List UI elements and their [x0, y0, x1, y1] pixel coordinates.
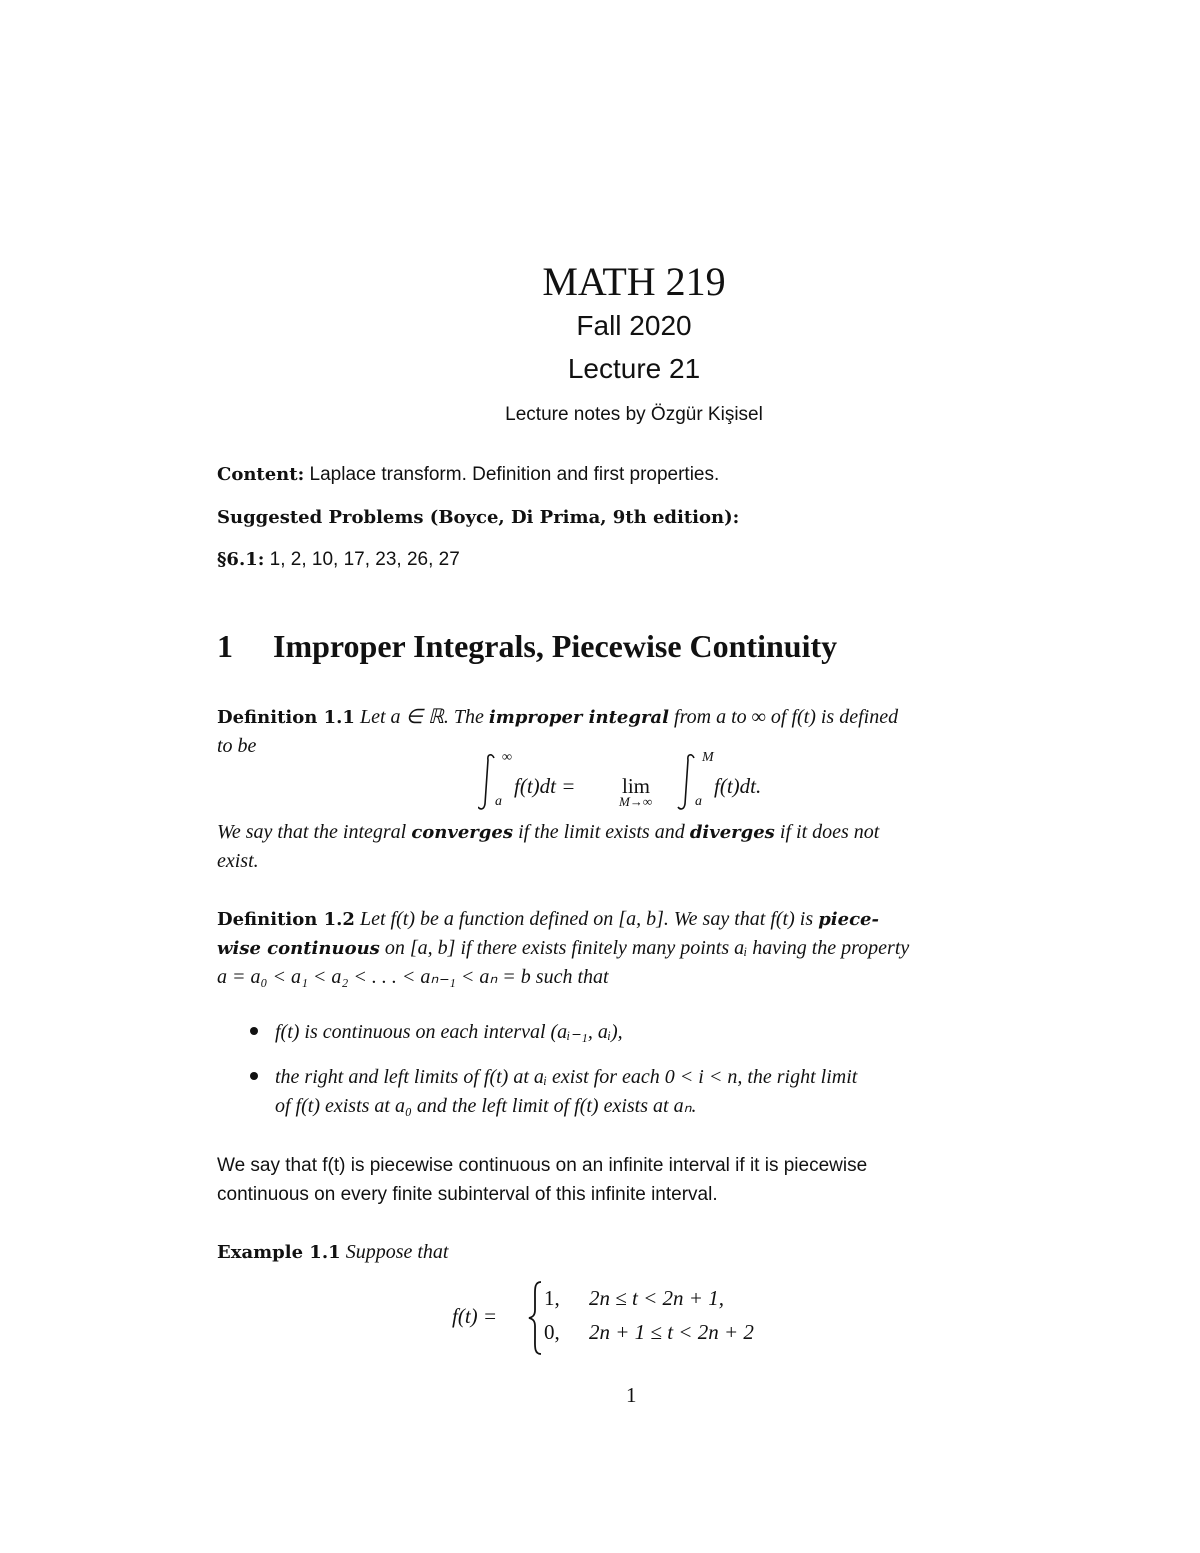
def2-text-a: Let f(t) be a function defined on [a, b]. We say that f(t) is	[360, 908, 814, 930]
bullet-1-text: f(t) is continuous on each interval (aᵢ₋₁, aᵢ),	[275, 1021, 623, 1043]
bullet-dot-1	[250, 1027, 260, 1037]
section-ref: §6.1:	[217, 549, 265, 570]
def1-after	[217, 818, 1057, 876]
case-2-value: 0,	[544, 1320, 560, 1344]
term-diverges: diverges	[689, 822, 775, 843]
def1-rhs: f(t)dt.	[714, 774, 762, 798]
case-1-value: 1,	[544, 1286, 560, 1310]
def1-lower1: a	[495, 794, 502, 809]
course-title: MATH 219	[542, 259, 726, 304]
def1-text-a: Let a ∈ ℝ. The	[360, 706, 484, 728]
def1-label: Definition 1.1	[217, 707, 355, 728]
problem-list	[217, 549, 460, 571]
def2-term-a: piece-	[818, 909, 879, 930]
def2-label: Definition 1.2	[217, 909, 355, 930]
left-brace	[528, 1280, 544, 1356]
def1-lim-sub: M→∞	[619, 794, 653, 809]
case-2-condition: 2n + 1 ≤ t < 2n + 2	[589, 1320, 754, 1344]
definition-1-2	[217, 905, 1057, 992]
def2-bullet-2	[275, 1063, 1060, 1121]
bullet-2-text-b: of f(t) exists at a₀ and the left limit of f(t) exists at aₙ.	[275, 1095, 697, 1117]
suggested-problems-heading	[217, 507, 739, 529]
def1-text-c: to be	[217, 735, 257, 757]
content-text: Laplace transform. Definition and first properties.	[309, 464, 720, 485]
def1-after-d: exist.	[217, 850, 259, 872]
def1-after-b: if the limit exists and	[518, 821, 685, 843]
page-number: 1	[626, 1383, 637, 1407]
suggested-label: Suggested Problems (Boyce, Di Prima, 9th edition):	[217, 507, 740, 528]
section-heading	[217, 628, 837, 665]
section-number: 1	[217, 628, 233, 664]
def2-bullet-1	[275, 1018, 1060, 1047]
def1-upper1: ∞	[502, 750, 512, 765]
def1-lower2: a	[695, 794, 702, 809]
def2-term-b: wise continuous	[217, 938, 380, 959]
remark-line-1: We say that f(t) is piecewise continuous on an infinite interval if it is piecewise	[217, 1155, 868, 1176]
example-label: Example 1.1	[217, 1242, 341, 1263]
bullet-2-text-a: the right and left limits of f(t) at aᵢ exist for each 0 < i < n, the right limit	[275, 1066, 858, 1088]
def1-lhs: f(t)dt =	[514, 774, 576, 798]
def1-lim: lim	[622, 774, 651, 798]
def1-term: improper integral	[488, 707, 669, 728]
remark-line-2: continuous on every finite subinterval of this infinite interval.	[217, 1184, 718, 1205]
def2-text-b: on [a, b] if there exists finitely many points aᵢ having the property	[384, 937, 910, 959]
def2-text-c: a = a₀ < a₁ < a₂ < . . . < aₙ₋₁ < aₙ = b such that	[217, 966, 609, 988]
example-text: Suppose that	[345, 1241, 449, 1263]
lecture-number: Lecture 21	[567, 353, 701, 384]
def1-upper2: M	[702, 750, 714, 765]
content-line	[217, 464, 719, 486]
case-1-condition: 2n ≤ t < 2n + 1,	[589, 1286, 724, 1310]
example-1-1	[217, 1238, 1057, 1267]
example-lhs: f(t) =	[452, 1304, 498, 1328]
content-label: Content:	[217, 464, 305, 485]
def1-formula	[478, 752, 808, 814]
def1-after-a: We say that the integral	[217, 821, 407, 843]
problems: 1, 2, 10, 17, 23, 26, 27	[269, 549, 460, 570]
section-title: Improper Integrals, Piecewise Continuity	[273, 628, 838, 664]
author-line: Lecture notes by Özgür Kişisel	[505, 404, 763, 425]
bullet-dot-2	[250, 1072, 260, 1082]
def1-after-c: if it does not	[779, 821, 880, 843]
term-converges: converges	[411, 822, 513, 843]
piecewise-formula	[452, 1280, 812, 1356]
term: Fall 2020	[576, 310, 692, 341]
remark-paragraph	[217, 1151, 1057, 1209]
def1-text-b: from a to ∞ of f(t) is defined	[674, 706, 899, 728]
